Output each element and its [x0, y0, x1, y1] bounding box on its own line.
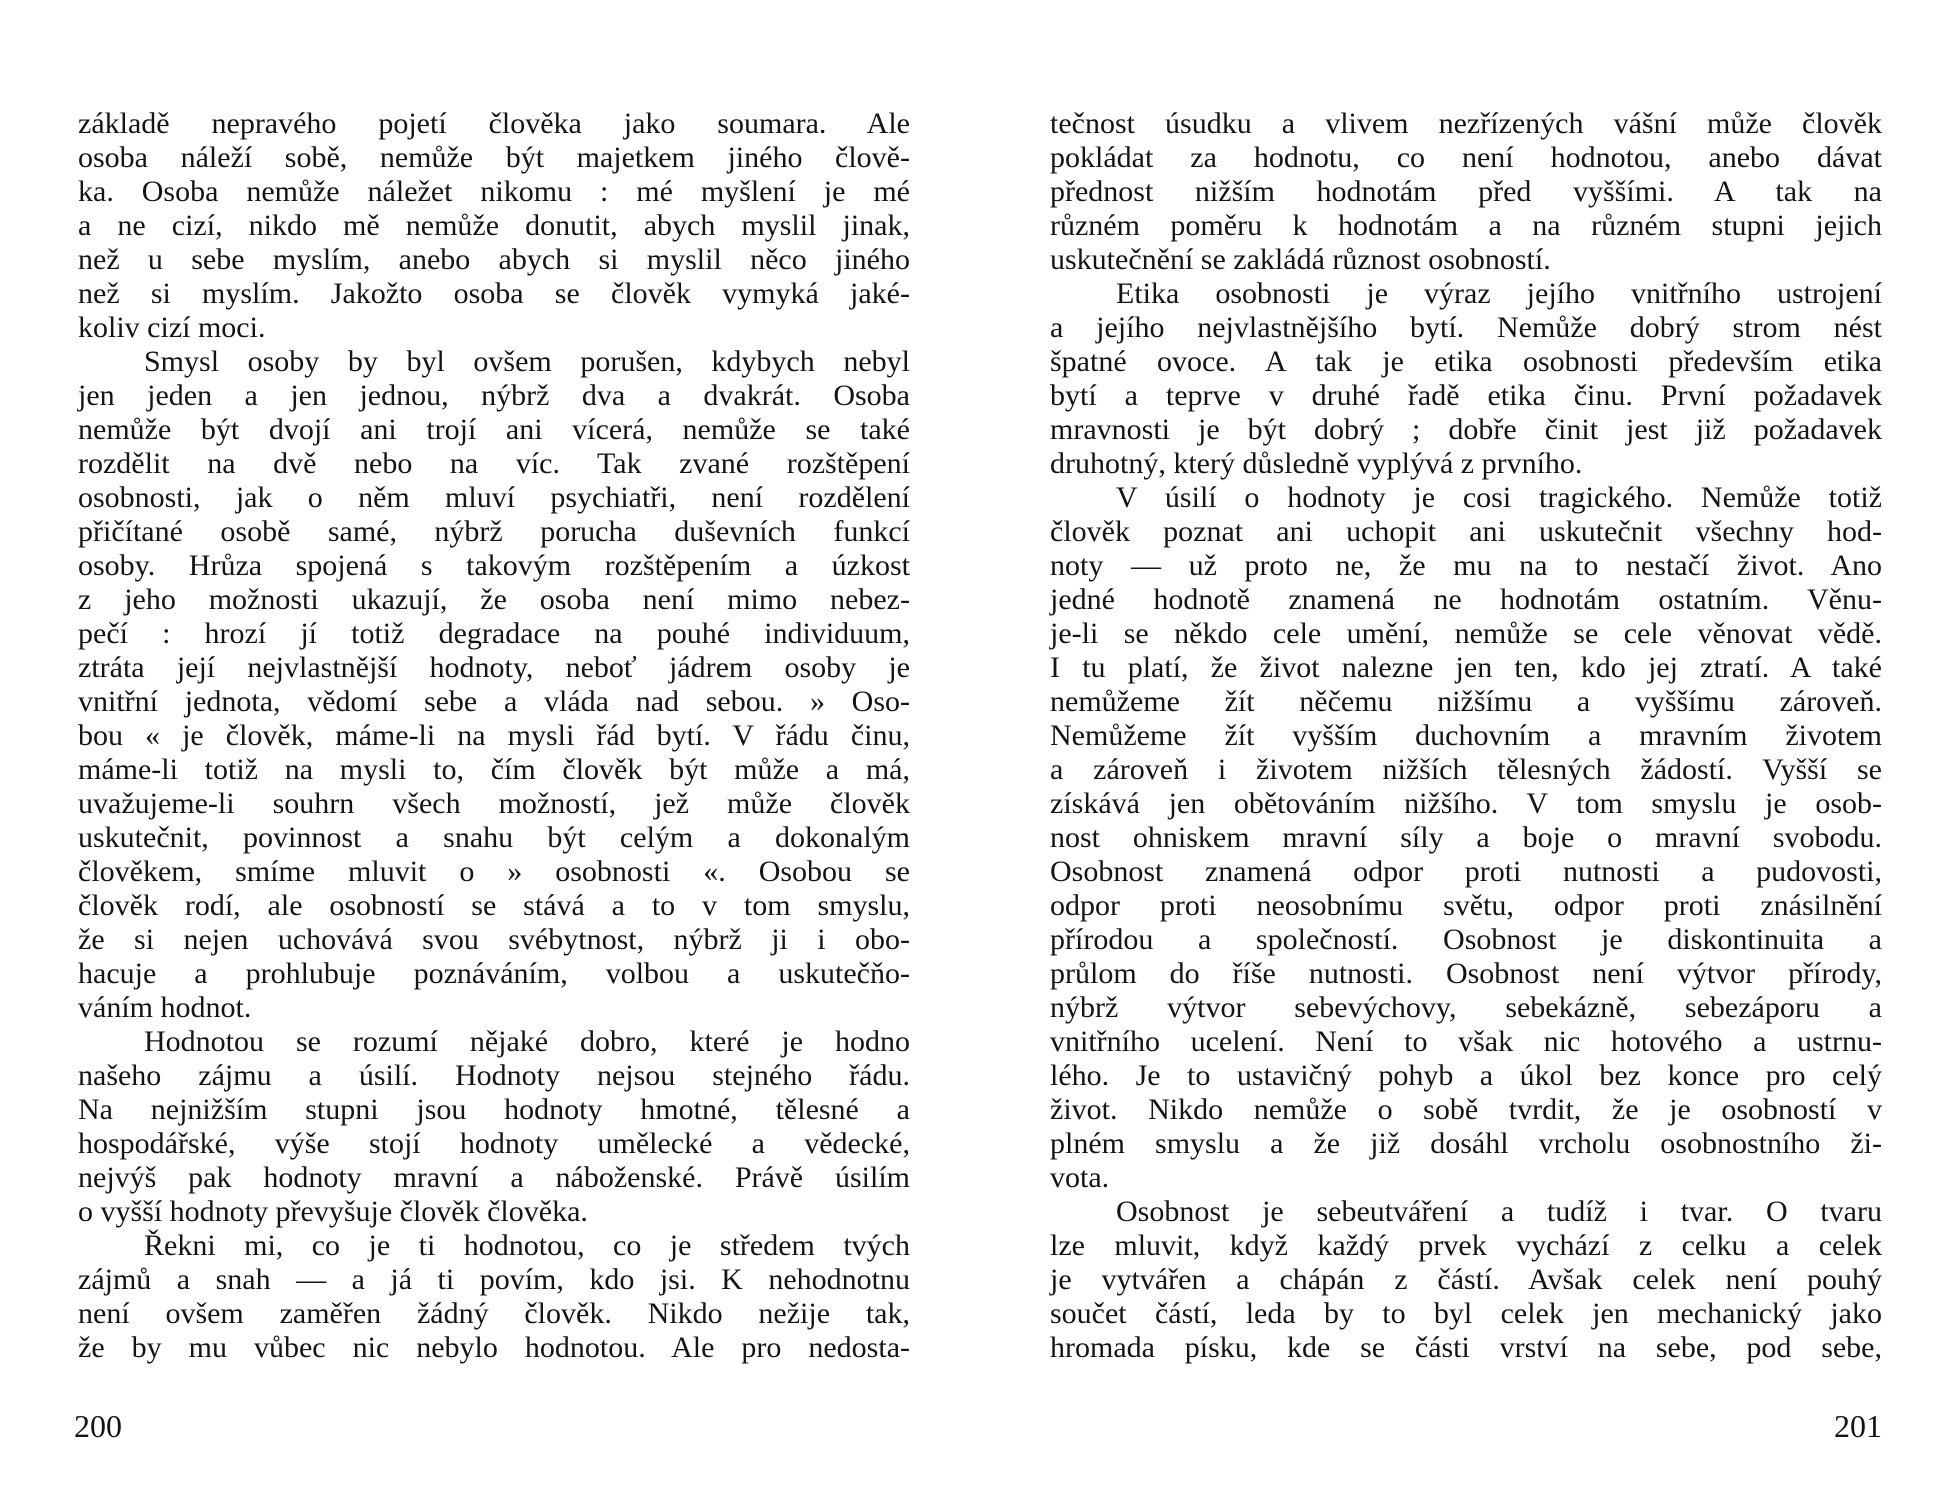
- text-line: tečnost úsudku a vlivem nezřízených vášní může člověk: [1050, 107, 1882, 140]
- text-line: rozdělit na dvě nebo na víc. Tak zvané rozštěpení: [78, 447, 910, 480]
- text-line: přednost nižším hodnotám před vyššími. A tak na: [1050, 175, 1882, 208]
- text-line: nejvýš pak hodnoty mravní a náboženské. Právě úsilím: [78, 1161, 910, 1194]
- text-line: noty — už proto ne, že mu na to nestačí život. Ano: [1050, 549, 1882, 582]
- text-line: základě nepravého pojetí člověka jako soumara. Ale: [78, 107, 910, 140]
- text-line: váním hodnot.: [78, 991, 252, 1024]
- text-line: zájmů a snah — a já ti povím, kdo jsi. K nehodnotnu: [78, 1263, 910, 1296]
- text-line: hromada písku, kde se části vrství na sebe, pod sebe,: [1050, 1331, 1882, 1364]
- text-line: součet částí, leda by to byl celek jen mechanický jako: [1050, 1297, 1882, 1330]
- text-line: vnitřní jednota, vědomí sebe a vláda nad sebou. » Oso-: [78, 685, 910, 718]
- text-line: než u sebe myslím, anebo abych si myslil něco jiného: [78, 243, 910, 276]
- text-line: není ovšem zaměřen žádný člověk. Nikdo nežije tak,: [78, 1297, 910, 1330]
- text-line: nost ohniskem mravní síly a boje o mravní svobodu.: [1050, 821, 1882, 854]
- text-line: koliv cizí moci.: [78, 311, 266, 344]
- text-line: I tu platí, že život nalezne jen ten, kdo jej ztratí. A také: [1050, 651, 1882, 684]
- text-line: hacuje a prohlubuje poznáváním, volbou a uskutečňo-: [78, 957, 910, 990]
- text-line: a ne cizí, nikdo mě nemůže donutit, abych myslil jinak,: [78, 209, 910, 242]
- text-line: je vytvářen a chápán z částí. Avšak celek není pouhý: [1050, 1263, 1882, 1296]
- text-line: Hodnotou se rozumí nějaké dobro, které je hodno: [144, 1025, 910, 1058]
- text-line: nemůžeme žít něčemu nižšímu a vyššímu zároveň.: [1050, 685, 1882, 718]
- right-page: [968, 0, 1936, 1500]
- text-line: že si nejen uchovává svou svébytnost, nýbrž ji i obo-: [78, 923, 910, 956]
- text-line: člověk rodí, ale osobností se stává a to v tom smyslu,: [78, 889, 910, 922]
- text-line: Osobnost je sebeutváření a tudíž i tvar. O tvaru: [1116, 1195, 1882, 1228]
- text-line: pokládat za hodnotu, co není hodnotou, anebo dávat: [1050, 141, 1882, 174]
- text-line: V úsilí o hodnoty je cosi tragického. Nemůže totiž: [1116, 481, 1882, 514]
- text-line: lze mluvit, když každý prvek vychází z celku a celek: [1050, 1229, 1882, 1262]
- text-line: odpor proti neosobnímu světu, odpor proti znásilnění: [1050, 889, 1882, 922]
- text-line: osoba náleží sobě, nemůže být majetkem jiného člově-: [78, 141, 910, 174]
- text-line: Etika osobnosti je výraz jejího vnitřního ustrojení: [1116, 277, 1882, 310]
- text-line: přičítané osobě samé, nýbrž porucha duševních funkcí: [78, 515, 910, 548]
- text-line: hospodářské, výše stojí hodnoty umělecké a vědecké,: [78, 1127, 910, 1160]
- page-number-left: 200: [74, 1408, 122, 1444]
- text-line: máme-li totiž na mysli to, čím člověk být může a má,: [78, 753, 910, 786]
- text-line: Nemůžeme žít vyšším duchovním a mravním životem: [1050, 719, 1882, 752]
- text-line: a zároveň i životem nižších tělesných žádostí. Vyšší se: [1050, 753, 1882, 786]
- text-line: uskutečnit, povinnost a snahu být celým a dokonalým: [78, 821, 910, 854]
- text-line: našeho zájmu a úsilí. Hodnoty nejsou stejného řádu.: [78, 1059, 910, 1092]
- text-line: nýbrž výtvor sebevýchovy, sebekázně, sebezáporu a: [1050, 991, 1882, 1024]
- text-line: ka. Osoba nemůže náležet nikomu : mé myšlení je mé: [78, 175, 910, 208]
- text-line: jen jeden a jen jednou, nýbrž dva a dvakrát. Osoba: [78, 379, 910, 412]
- text-line: plném smyslu a že již dosáhl vrcholu osobnostního ži-: [1050, 1127, 1882, 1160]
- text-line: že by mu vůbec nic nebylo hodnotou. Ale pro nedosta-: [78, 1331, 910, 1364]
- text-line: Osobnost znamená odpor proti nutnosti a pudovosti,: [1050, 855, 1882, 888]
- text-line: přírodou a společností. Osobnost je diskontinuita a: [1050, 923, 1882, 956]
- text-line: špatné ovoce. A tak je etika osobnosti především etika: [1050, 345, 1882, 378]
- page-number-right: 201: [1834, 1408, 1882, 1444]
- text-line: mravnosti je být dobrý ; dobře činit jest již požadavek: [1050, 413, 1882, 446]
- text-line: získává jen obětováním nižšího. V tom smyslu je osob-: [1050, 787, 1882, 820]
- text-line: osobnosti, jak o něm mluví psychiatři, není rozdělení: [78, 481, 910, 514]
- text-line: z jeho možnosti ukazují, že osoba není mimo nebez-: [78, 583, 910, 616]
- text-line: o vyšší hodnoty převyšuje člověk člověka.: [78, 1195, 588, 1228]
- text-line: život. Nikdo nemůže o sobě tvrdit, že je osobností v: [1050, 1093, 1882, 1126]
- left-page-text: [78, 107, 910, 1365]
- text-line: ztráta její nejvlastnější hodnoty, neboť jádrem osoby je: [78, 651, 910, 684]
- text-line: vota.: [1050, 1161, 1110, 1194]
- text-line: než si myslím. Jakožto osoba se člověk vymyká jaké-: [78, 277, 910, 310]
- text-line: uvažujeme-li souhrn všech možností, jež může člověk: [78, 787, 910, 820]
- text-line: je-li se někdo cele umění, nemůže se cele věnovat vědě.: [1050, 617, 1882, 650]
- text-line: Smysl osoby by byl ovšem porušen, kdybych nebyl: [144, 345, 910, 378]
- text-line: bytí a teprve v druhé řadě etika činu. První požadavek: [1050, 379, 1882, 412]
- text-line: bou « je člověk, máme-li na mysli řád bytí. V řádu činu,: [78, 719, 910, 752]
- text-line: lého. Je to ustavičný pohyb a úkol bez konce pro celý: [1050, 1059, 1882, 1092]
- right-page-text: [1050, 107, 1882, 1365]
- text-line: uskutečnění se zakládá různost osobností.: [1050, 243, 1551, 276]
- text-line: pečí : hrozí jí totiž degradace na pouhé individuum,: [78, 617, 910, 650]
- text-line: vnitřního ucelení. Není to však nic hotového a ustrnu-: [1050, 1025, 1882, 1058]
- text-line: jedné hodnotě znamená ne hodnotám ostatním. Věnu-: [1050, 583, 1882, 616]
- text-line: Řekni mi, co je ti hodnotou, co je středem tvých: [144, 1229, 910, 1262]
- text-line: různém poměru k hodnotám a na různém stupni jejich: [1050, 209, 1882, 242]
- text-line: člověkem, smíme mluvit o » osobnosti «. Osobou se: [78, 855, 910, 888]
- text-line: člověk poznat ani uchopit ani uskutečnit všechny hod-: [1050, 515, 1882, 548]
- text-line: nemůže být dvojí ani trojí ani vícerá, nemůže se také: [78, 413, 910, 446]
- text-line: průlom do říše nutnosti. Osobnost není výtvor přírody,: [1050, 957, 1882, 990]
- text-line: osoby. Hrůza spojená s takovým rozštěpením a úzkost: [78, 549, 910, 582]
- text-line: a jejího nejvlastnějšího bytí. Nemůže dobrý strom nést: [1050, 311, 1882, 344]
- text-line: druhotný, který důsledně vyplývá z prvního.: [1050, 447, 1583, 480]
- text-line: Na nejnižším stupni jsou hodnoty hmotné, tělesné a: [78, 1093, 910, 1126]
